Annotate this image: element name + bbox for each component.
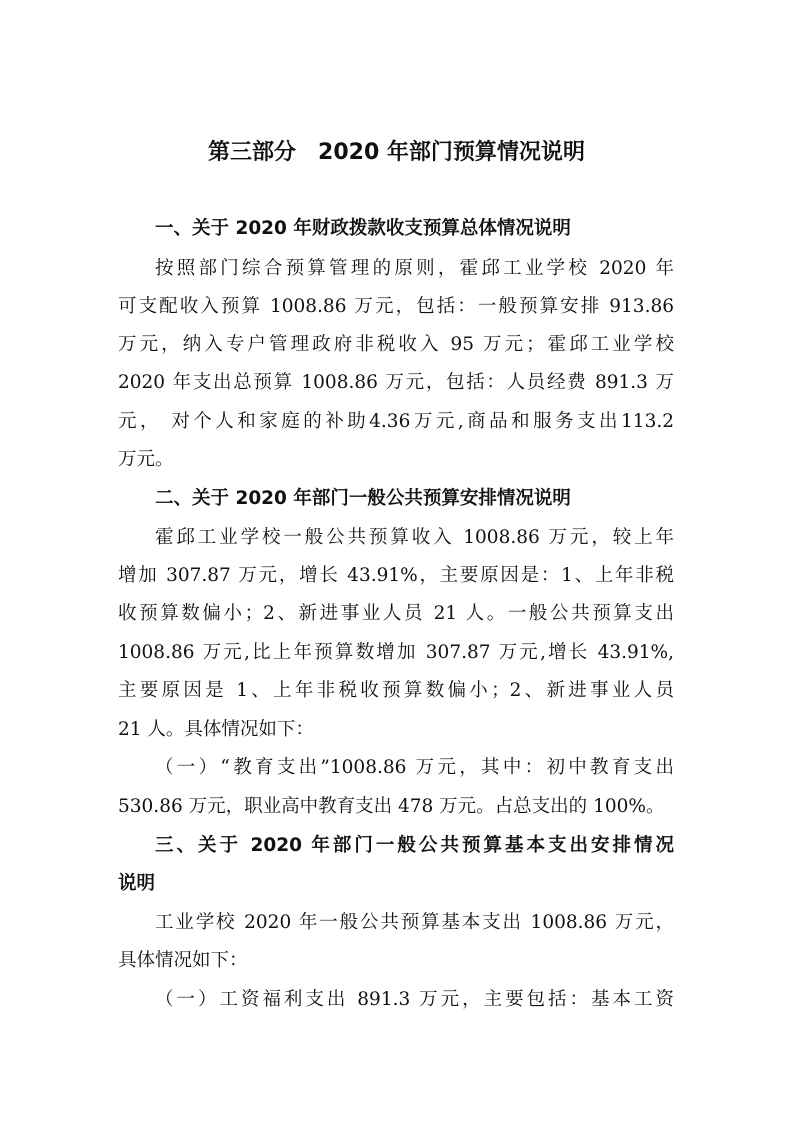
section2-sub-line-2: 530.86 万元，职业高中教育支出 478 万元。占总支出的 100%。 <box>118 796 665 817</box>
section3-heading-line-2: 说明 <box>118 873 156 894</box>
section1-line-2: 可支配收入预算 1008.86 万元，包括：一般预算安排 913.86 <box>118 296 674 317</box>
page-title: 第三部分 2020 年部门预算情况说明 <box>208 140 585 165</box>
section2-sub-line-1: （一）“教育支出”1008.86 万元，其中：初中教育支出 <box>155 757 674 778</box>
section2-line-1: 霍邱工业学校一般公共预算收入 1008.86 万元，较上年 <box>155 527 674 548</box>
section3-line-1: 工业学校 2020 年一般公共预算基本支出 1008.86 万元， <box>155 912 674 933</box>
section3-line-2: 具体情况如下： <box>118 950 248 971</box>
section2-line-5: 主要原因是 1、上年非税收预算数偏小；2、新进事业人员 <box>118 680 674 701</box>
section1-line-4: 2020 年支出总预算 1008.86 万元，包括：人员经费 891.3 万 <box>118 372 674 393</box>
section2-line-3: 收预算数偏小；2、新进事业人员 21 人。一般公共预算支出 <box>118 603 674 624</box>
section1-line-5: 元， 对个人和家庭的补助4.36万元,商品和服务支出113.2 <box>118 411 674 432</box>
section2-line-2: 增加 307.87 万元，增长 43.91%，主要原因是：1、上年非税 <box>118 565 674 586</box>
section2-line-6: 21 人。具体情况如下： <box>118 719 314 740</box>
section2-heading: 二、关于 2020 年部门一般公共预算安排情况说明 <box>155 488 571 509</box>
section3-sub-line-1: （一）工资福利支出 891.3 万元，主要包括：基本工资 <box>155 989 674 1010</box>
section1-line-1: 按照部门综合预算管理的原则，霍邱工业学校 2020 年 <box>155 258 674 279</box>
section1-heading: 一、关于 2020 年财政拨款收支预算总体情况说明 <box>155 218 571 239</box>
section2-line-4: 1008.86 万元,比上年预算数增加 307.87 万元,增长 43.91%, <box>118 642 674 663</box>
section1-line-3: 万元，纳入专户管理政府非税收入 95 万元；霍邱工业学校 <box>118 334 674 355</box>
section3-heading-line-1: 三、关于 2020 年部门一般公共预算基本支出安排情况 <box>155 835 674 856</box>
section1-line-6: 万元。 <box>118 449 174 470</box>
